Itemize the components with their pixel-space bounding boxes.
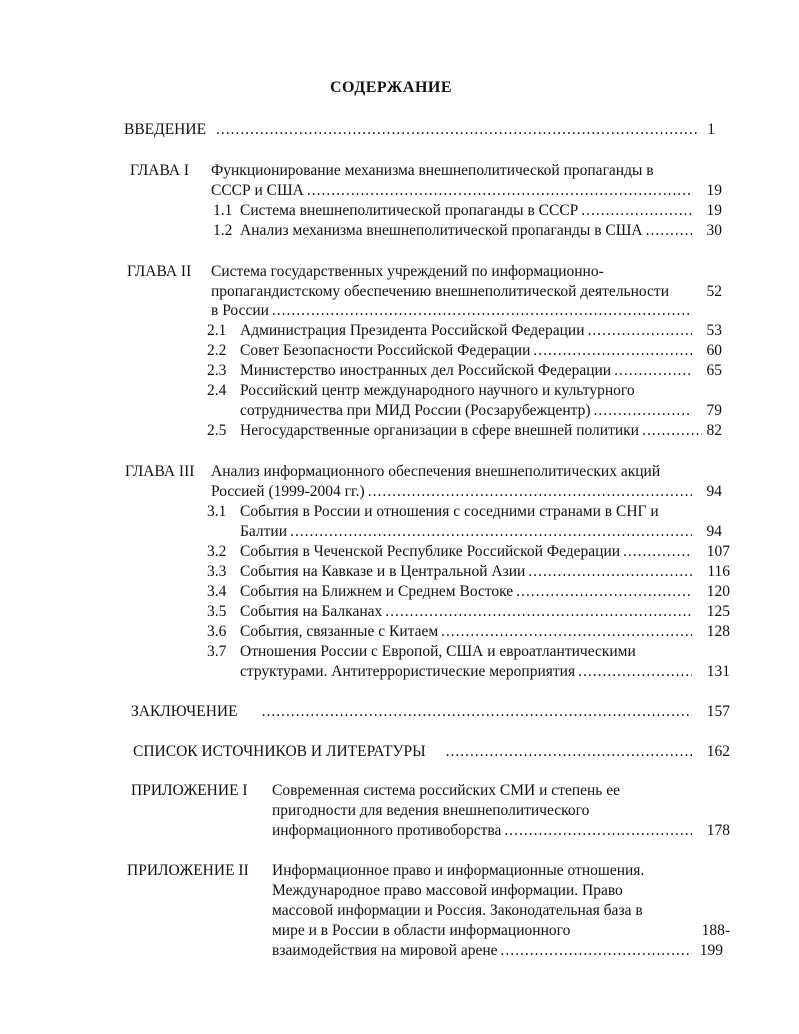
app2-line5-text: взаимодействия на мировой арене xyxy=(272,942,498,959)
ch2-s5-text: Негосударственные организации в сфере внешней политики xyxy=(240,422,639,439)
ch1-s2-num: 1.2 xyxy=(213,222,233,239)
ch2-s3-num: 2.3 xyxy=(207,362,227,379)
ch3-s5 xyxy=(240,602,695,622)
ch3-s2-page: 107 xyxy=(706,543,730,560)
app2-page-end: 199 xyxy=(699,942,723,959)
ch3-s6-page: 128 xyxy=(706,623,730,640)
ch1-page: 19 xyxy=(706,182,722,199)
ch1-title-line1: Функционирование механизма внешнеполитической пропаганды в xyxy=(211,162,654,179)
ch1-s1-num: 1.1 xyxy=(213,202,233,219)
ch3-s6 xyxy=(240,622,695,642)
toc-sources xyxy=(133,742,695,762)
app1-line1: Современная система российских СМИ и степень ее xyxy=(272,782,620,799)
ch3-s3-num: 3.3 xyxy=(207,563,227,580)
ch2-s2-num: 2.2 xyxy=(207,342,227,359)
app2-line4: мире и в России в области информационного xyxy=(272,922,571,939)
app1-page: 178 xyxy=(706,822,730,839)
ch2-s4-num: 2.4 xyxy=(207,382,227,399)
ch3-s7-num: 3.7 xyxy=(207,643,227,660)
ch3-title-line2 xyxy=(211,482,695,502)
toc-sources-page: 162 xyxy=(706,743,730,760)
ch3-s5-num: 3.5 xyxy=(207,603,227,620)
toc-title: СОДЕРЖАНИЕ xyxy=(330,79,453,96)
ch3-s7-page: 131 xyxy=(706,663,730,680)
ch2-s5-num: 2.5 xyxy=(207,422,227,439)
ch3-s3 xyxy=(240,562,695,582)
ch3-s7-line2-text: структурами. Антитеррористические мероприятия xyxy=(240,663,576,680)
ch3-label: ГЛАВА III xyxy=(125,463,195,480)
ch2-title-line3 xyxy=(211,301,695,321)
ch2-s5 xyxy=(240,421,702,441)
ch3-s1-num: 3.1 xyxy=(207,503,227,520)
toc-intro-label: ВВЕДЕНИЕ xyxy=(124,121,207,138)
app2-line5 xyxy=(272,941,695,961)
ch2-s4-line2-text: сотрудничества при МИД России (Росзарубежцентр) xyxy=(240,402,591,419)
ch2-s1-num: 2.1 xyxy=(207,322,227,339)
app2-label: ПРИЛОЖЕНИЕ II xyxy=(127,862,249,879)
ch2-s2-page: 60 xyxy=(706,342,722,359)
ch2-title-line3-text: в России xyxy=(211,302,269,319)
ch2-s5-page: 82 xyxy=(706,422,722,439)
ch3-s2-num: 3.2 xyxy=(207,543,227,560)
toc-conclusion xyxy=(131,702,695,722)
ch2-s4-page: 79 xyxy=(706,402,722,419)
ch3-s4-page: 120 xyxy=(706,583,730,600)
ch2-s1-text: Администрация Президента Российской Федерации xyxy=(240,322,585,339)
ch3-s4 xyxy=(240,582,695,602)
app1-line2: пригодности для ведения внешнеполитического xyxy=(272,802,590,819)
app2-line3: массовой информации и Россия. Законодательная база в xyxy=(272,902,643,919)
ch1-s2 xyxy=(240,221,695,241)
ch2-s4-line1: Российский центр международного научного и культурного xyxy=(240,382,635,399)
ch2-s1 xyxy=(240,321,695,341)
ch2-title-line2: пропагандистскому обеспечению внешнеполитической деятельности xyxy=(211,283,669,300)
app2-line1: Информационное право и информационные отношения. xyxy=(272,862,645,879)
app1-label: ПРИЛОЖЕНИЕ I xyxy=(131,782,248,799)
ch3-s3-page: 116 xyxy=(707,563,730,580)
ch2-s3 xyxy=(240,361,695,381)
ch3-s7-line1: Отношения России с Европой, США и евроатлантическими xyxy=(240,643,636,660)
ch1-s1-text: Система внешнеполитической пропаганды в СССР xyxy=(240,202,579,219)
ch3-s7-line2 xyxy=(240,662,695,682)
ch3-s4-num: 3.4 xyxy=(207,583,227,600)
ch2-title-line1: Система государственных учреждений по информационно- xyxy=(211,263,604,280)
toc-conclusion-page: 157 xyxy=(706,703,730,720)
app2-line2: Международное право массовой информации. Право xyxy=(272,882,623,899)
app2-page-start: 188- xyxy=(701,922,730,939)
ch2-s3-text: Министерство иностранных дел Российской Федерации xyxy=(240,362,612,379)
ch3-s2 xyxy=(240,542,695,562)
ch1-label: ГЛАВА I xyxy=(130,162,190,179)
app1-line3 xyxy=(272,821,695,841)
ch3-s1-page: 94 xyxy=(706,523,722,540)
ch2-s2-text: Совет Безопасности Российской Федерации xyxy=(240,342,531,359)
ch1-s1 xyxy=(240,201,695,221)
ch1-s2-page: 30 xyxy=(706,222,722,239)
ch3-s1-line2 xyxy=(240,522,695,542)
ch1-title-line2 xyxy=(211,181,693,201)
toc-intro xyxy=(124,120,700,140)
app1-line3-text: информационного противоборства xyxy=(272,822,502,839)
ch3-s6-text: События, связанные с Китаем xyxy=(240,623,439,640)
ch2-s2 xyxy=(240,341,695,361)
ch2-s4-line2 xyxy=(240,401,695,421)
ch3-s5-text: События на Балканах xyxy=(240,603,383,620)
ch2-label: ГЛАВА II xyxy=(127,263,192,280)
ch3-s1-line1: События в России и отношения с соседними странами в СНГ и xyxy=(240,503,659,520)
ch3-s3-text: События на Кавказе и в Центральной Азии xyxy=(240,563,526,580)
ch3-page: 94 xyxy=(706,483,722,500)
ch2-s3-page: 65 xyxy=(706,362,722,379)
ch1-title-line2-text: СССР и США xyxy=(211,182,304,199)
ch3-title-line2-text: Россией (1999-2004 гг.) xyxy=(211,483,365,500)
ch3-s5-page: 125 xyxy=(706,603,730,620)
toc-intro-page: 1 xyxy=(707,121,715,138)
ch1-s1-page: 19 xyxy=(706,202,722,219)
ch2-page: 52 xyxy=(706,283,722,300)
toc-sources-label: СПИСОК ИСТОЧНИКОВ И ЛИТЕРАТУРЫ xyxy=(133,743,426,760)
ch3-s4-text: События на Ближнем и Среднем Востоке xyxy=(240,583,514,600)
ch3-s1-line2-text: Балтии xyxy=(240,523,288,540)
ch3-title-line1: Анализ информационного обеспечения внешнеполитических акций xyxy=(211,463,661,480)
ch2-s1-page: 53 xyxy=(706,322,722,339)
ch3-s2-text: События в Чеченской Республике Российской Федерации xyxy=(240,543,621,560)
toc-conclusion-label: ЗАКЛЮЧЕНИЕ xyxy=(131,703,238,720)
ch3-s6-num: 3.6 xyxy=(207,623,227,640)
ch1-s2-text: Анализ механизма внешнеполитической пропаганды в США xyxy=(240,222,643,239)
